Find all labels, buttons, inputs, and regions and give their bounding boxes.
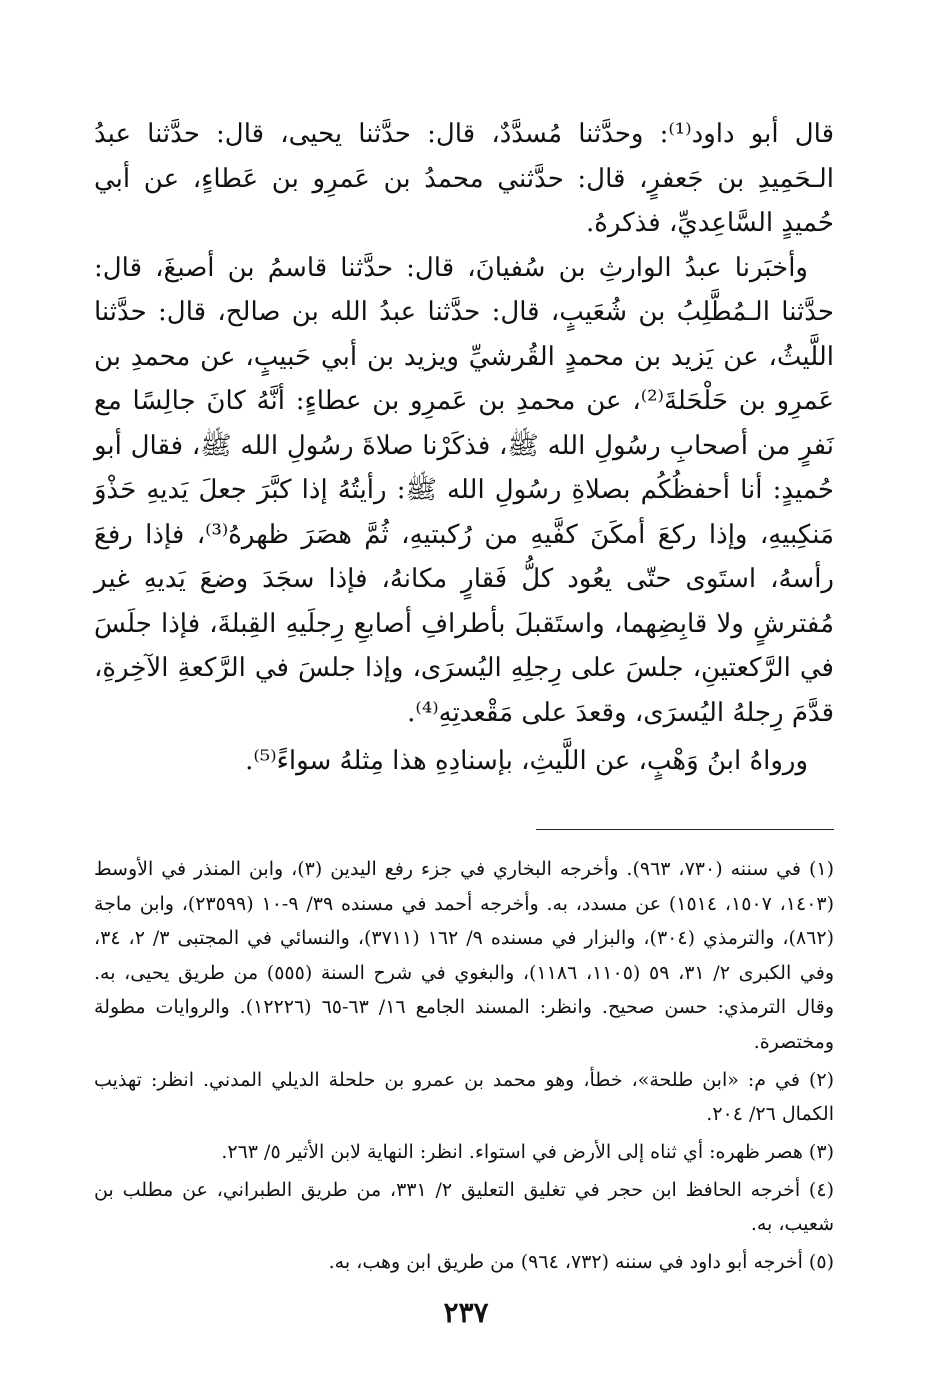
footnote-2: (٢) في م: «ابن طلحة»، خطأ، وهو محمد بن عمرو بن حلحلة الديلي المدني. انظر: تهذيب الكمال ٢٦/ ٢٠٤. [94,1069,834,1125]
paragraph-1: قال أبو داود⁽¹⁾: وحدَّثنا مُسدَّدٌ، قال: حدَّثنا يحيى، قال: حدَّثنا عبدُ الـحَمِيدِ بن جَعفرٍ، قال: حدَّثني محمدُ بن عَمرِو بن عَطاءٍ، عن أبي حُميدٍ السَّاعِديِّ، فذكرهُ. [94,119,834,238]
main-text [94,112,834,784]
page-number: ٢٣٧ [443,1296,489,1329]
paragraph-3: ورواهُ ابنُ وَهْبٍ، عن اللَّيثِ، بإسنادِهِ هذا مِثلهُ سواءً⁽⁵⁾. [245,746,808,776]
footnote-3: (٣) هصر ظهره: أي ثناه إلى الأرض في استواء. انظر: النهاية لابن الأثير ٥/ ٢٦٣. [221,1141,834,1163]
footnote-4: (٤) أخرجه الحافظ ابن حجر في تغليق التعليق ٢/ ٣٣١، من طريق الطبراني، عن مطلب بن شعيب، به. [94,1179,834,1235]
paragraph-2: وأخبَرنا عبدُ الوارثِ بن سُفيانَ، قال: حدَّثنا قاسمُ بن أصبغَ، قال: حدَّثنا الـمُطَّلِبُ بن شُعَيبٍ، قال: حدَّثنا عبدُ الله بن صالح، قال: حدَّثنا اللَّيثُ، عن يَزيد بن محمدٍ القُرشيِّ ويزيد بن أبي حَبيبٍ، عن محمدِ بن عَمرِو بن حَلْحَلةَ⁽²⁾، عن محمدِ بن عَمرِو بن عطاءٍ: أنَّهُ كانَ جالِسًا مع نَفرٍ من أصحابِ رسُولِ الله ﷺ، فذكَرْنا صلاةَ رسُولِ الله ﷺ، فقال أبو حُميدٍ: أنا أحفظُكُم بصلاةِ رسُولِ الله ﷺ: رأيتُهُ إذا كبَّرَ جعلَ يَديهِ حَذْوَ مَنكِبيهِ، وإذا ركعَ أمكَنَ كفَّيهِ من رُكبتيهِ، ثُمَّ هصَرَ ظهرهُ⁽³⁾، فإذا رفعَ رأسهُ، استَوى حتّى يعُود كلُّ فَقارٍ مكانهُ، فإذا سجَدَ وضعَ يَديهِ غير مُفترشٍ ولا قابِضِهما، واستَقبلَ بأطرافِ أصابعِ رِجلَيهِ القِبلةَ، فإذا جلَسَ في الرَّكعتينِ، جلسَ على رِجلِهِ اليُسرَى، وإذا جلسَ في الرَّكعةِ الآخِرةِ، قدَّمَ رِجلهُ اليُسرَى، وقعدَ على مَقْعدتِهِ⁽⁴⁾. [94,252,835,728]
footnote-5: (٥) أخرجه أبو داود في سننه (٧٣٢، ٩٦٤) من طريق ابن وهب، به. [328,1251,834,1273]
footnote-separator [536,829,834,830]
footnote-1: (١) في سننه (٧٣٠، ٩٦٣). وأخرجه البخاري في جزء رفع اليدين (٣)، وابن المنذر في الأوسط (١٤٠٣، ١٥٠٧، ١٥١٤) عن مسدد، به. وأخرجه أحمد في مسنده ٣٩/ ٩-١٠ (٢٣٥٩٩)، وابن ماجة (٨٦٢)، والترمذي (٣٠٤)، والبزار في مسنده ٩/ ١٦٢ (٣٧١١)، والنسائي في المجتبى ٣/ ٢، ٣٤، وفي الكبرى ٢/ ٣١، ٥٩ (١١٠٥، ١١٨٦)، والبغوي في شرح السنة (٥٥٥) من طريق يحيى، به. وقال الترمذي: حسن صحيح. وانظر: المسند الجامع ١٦/ ٦٣-٦٥ (١٢٢٢٦). والروايات مطولة ومختصرة. [94,858,835,1053]
footnotes [94,852,834,1283]
